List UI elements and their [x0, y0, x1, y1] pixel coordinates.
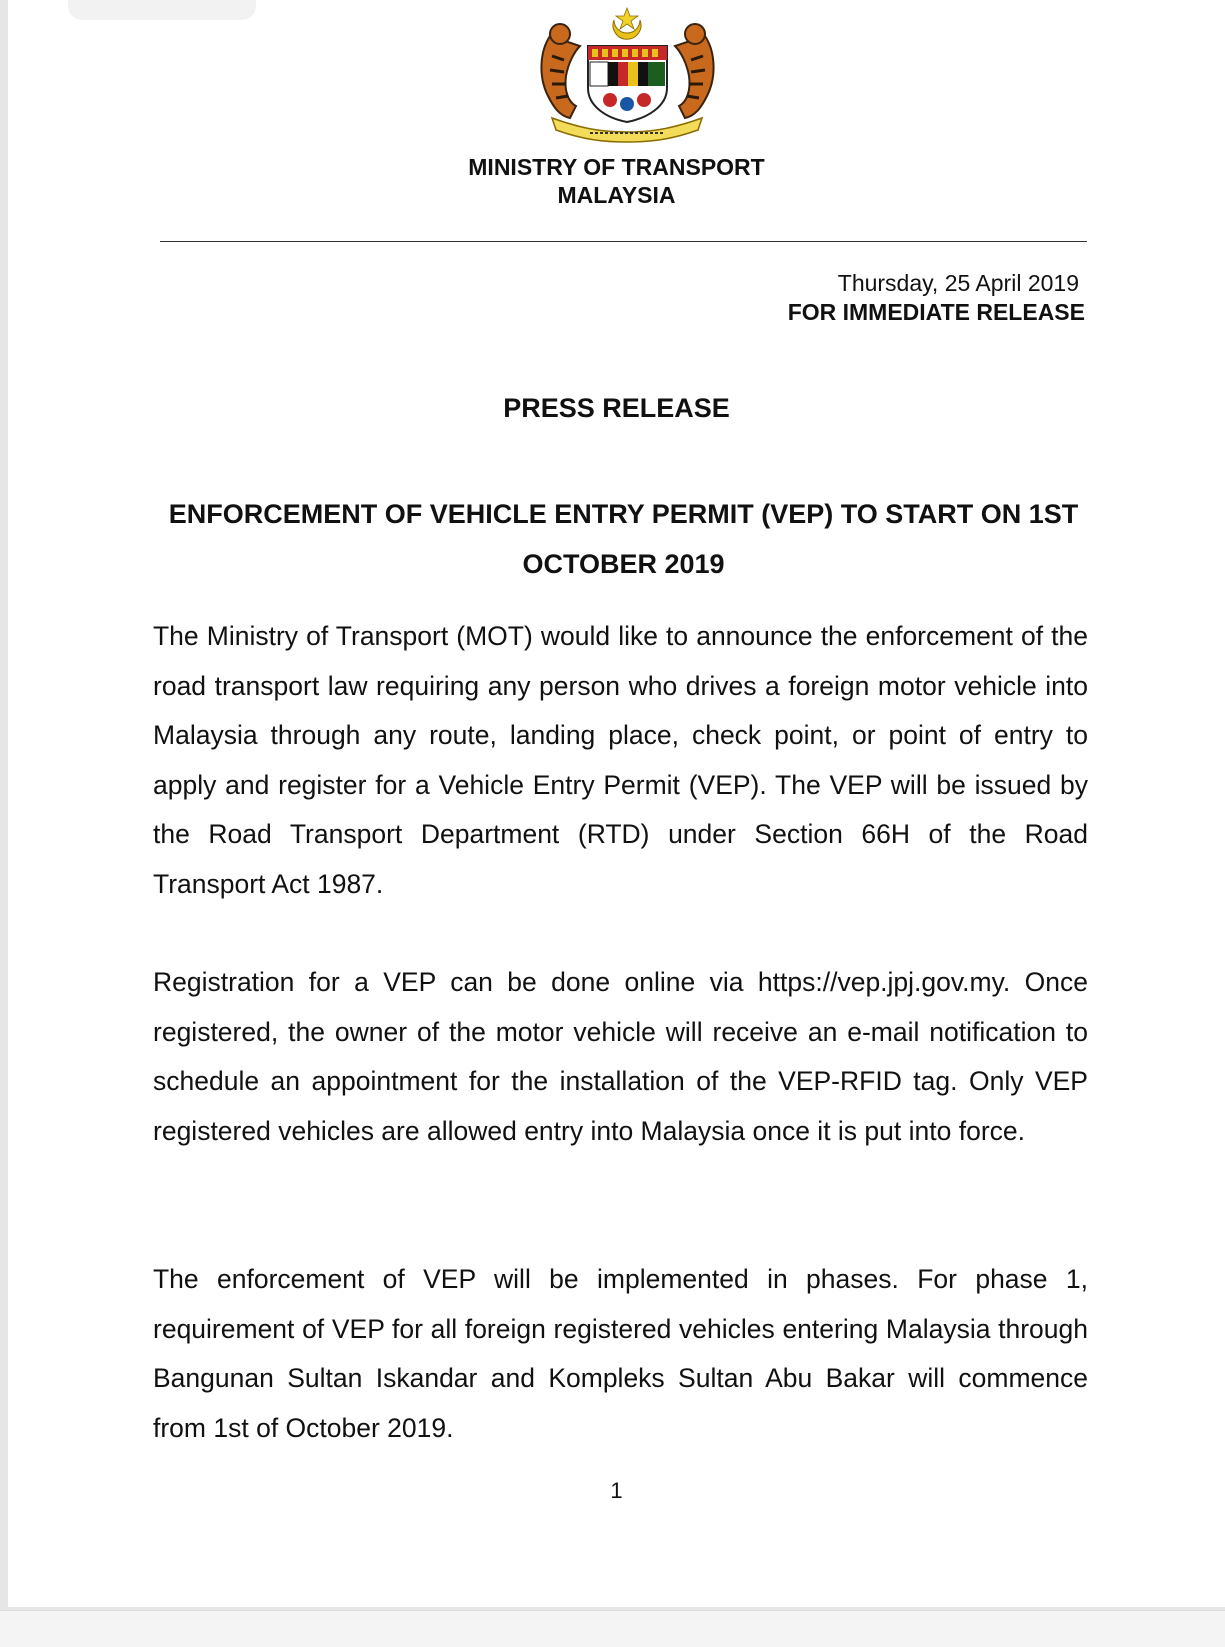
header-divider	[160, 241, 1087, 242]
ministry-country: MALAYSIA	[557, 182, 676, 208]
paragraph-3: The enforcement of VEP will be implemented in phases. For phase 1, requirement of VEP for all foreign registered vehicles entering Malaysia through Bangunan Sultan Iskandar and Kompleks Sultan Abu Bakar will commence from 1st of October 2019.	[153, 1264, 1088, 1443]
ministry-name: MINISTRY OF TRANSPORT	[468, 154, 765, 180]
page-number: 1	[610, 1478, 623, 1503]
document-type-title: PRESS RELEASE	[503, 393, 730, 423]
release-note: FOR IMMEDIATE RELEASE	[787, 299, 1085, 325]
next-page-edge	[0, 1610, 1225, 1647]
paragraph-2: Registration for a VEP can be done online via https://vep.jpj.gov.my. Once registered, the owner of the motor vehicle will receive an e-mail notification to schedule an appointment for the installation of the VEP-RFID tag. Only VEP registered vehicles are allowed entry into Malaysia once it is put into force.	[153, 967, 1088, 1146]
headline: ENFORCEMENT OF VEHICLE ENTRY PERMIT (VEP) TO START ON 1ST OCTOBER 2019	[168, 499, 1079, 579]
paragraph-1: The Ministry of Transport (MOT) would like to announce the enforcement of the road transport law requiring any person who drives a foreign motor vehicle into Malaysia through any route, landing place, check point, or point of entry to apply and register for a Vehicle Entry Permit (VEP). The VEP will be issued by the Road Transport Department (RTD) under Section 66H of the Road Transport Act 1987.	[153, 621, 1088, 899]
top-tab-stub	[68, 0, 256, 20]
document-page	[8, 0, 1225, 1607]
release-date: Thursday, 25 April 2019	[837, 270, 1079, 296]
malaysia-coat-of-arms-icon	[530, 6, 725, 143]
